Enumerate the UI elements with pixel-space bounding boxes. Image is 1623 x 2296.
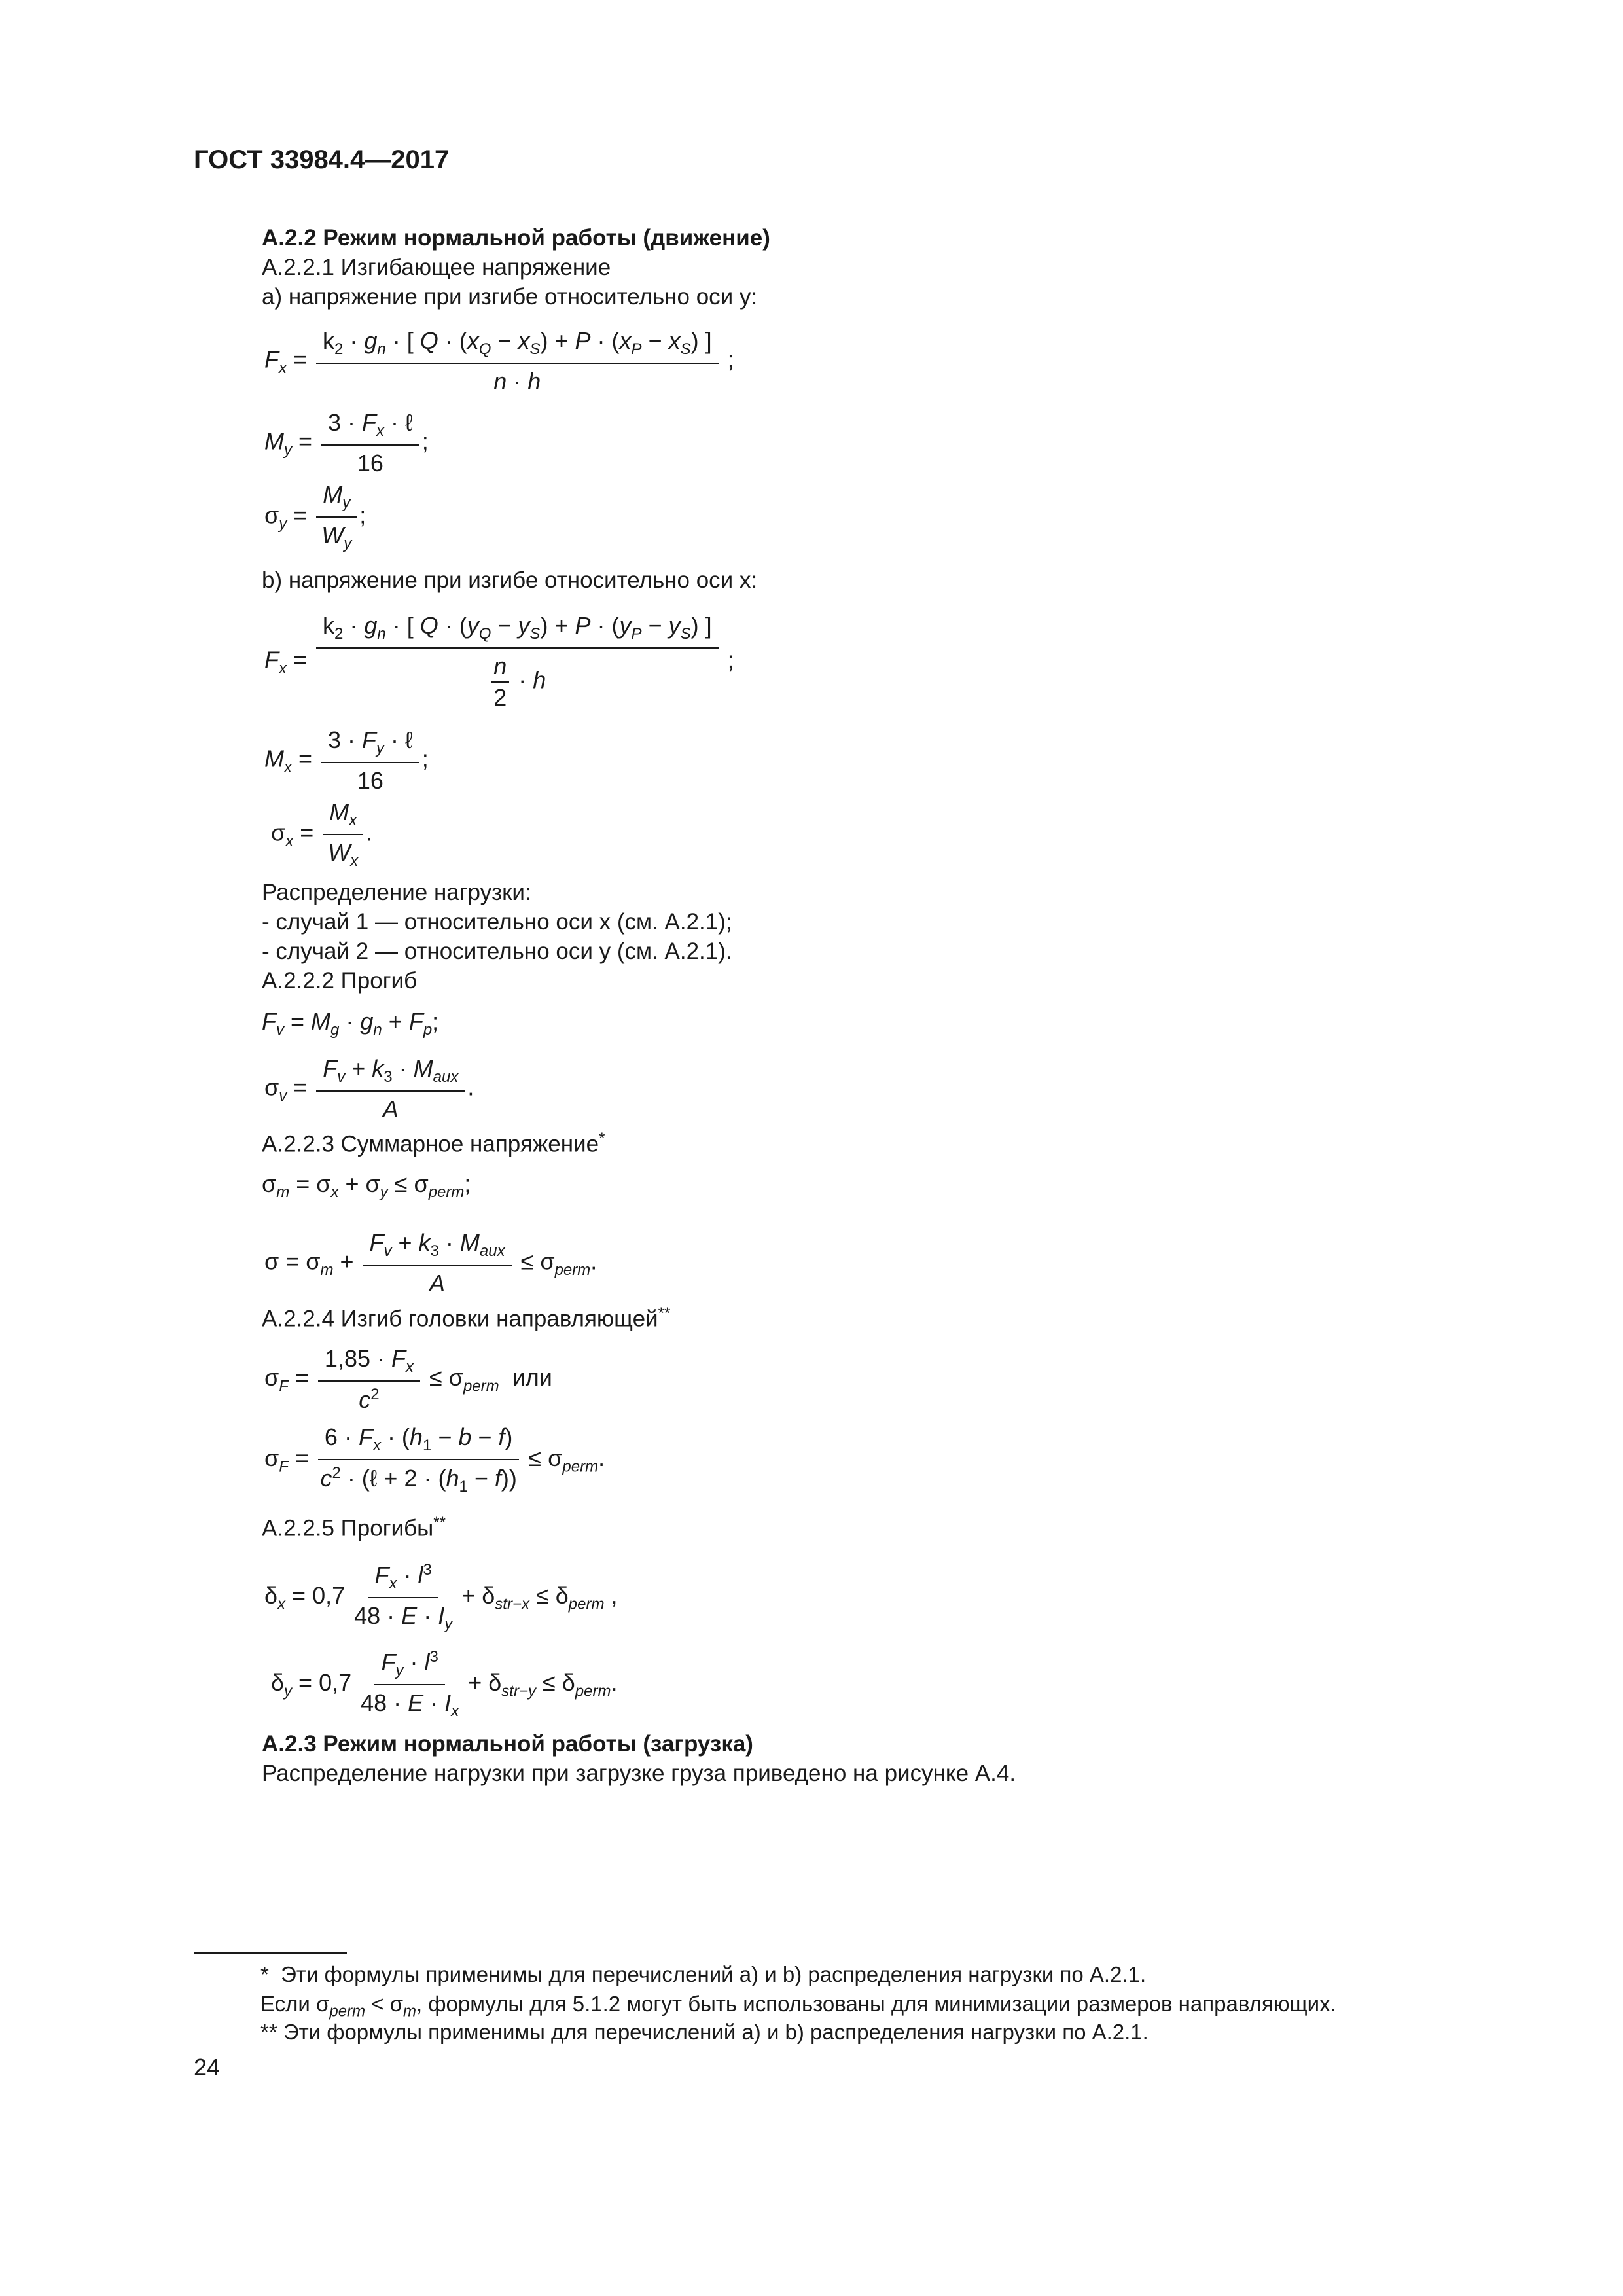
page-number: 24 <box>194 2054 221 2081</box>
formula-fx-x: $F_x$ = $k_2 \cdot g_n$ · [ $Q \cdot (y_Q - y_S) + P \cdot (y_P - y_S)$ ] $\frac{n}{2}$ · h ; <box>264 612 734 711</box>
item-b: b) напряжение при изгибе относительно оси x: <box>262 567 758 593</box>
subsection-a221: А.2.2.1 Изгибающее напряжение <box>262 255 611 280</box>
formula-my: $M_y$ = $\frac{3 \cdot F_x \cdot \ell}{16}$ ; <box>264 409 429 477</box>
subsection-a222: А.2.2.2 Прогиб <box>262 968 418 994</box>
subsection-a225: А.2.2.5 Прогибы** <box>262 1514 446 1541</box>
formula-sigma-total: $\sigma = \sigma_m$ + $\frac{F_v + k_3 \cdot M_{aux}}{A}$ ≤ $\sigma_{perm}$. <box>264 1229 597 1297</box>
case-1: - случай 1 — относительно оси x (см. А.2.1); <box>262 909 732 935</box>
footnote-divider <box>194 1952 347 1954</box>
document-header: ГОСТ 33984.4—2017 <box>194 145 450 174</box>
formula-sigma-y: $\sigma_y$ = $\frac{M_y}{W_y}$ ; <box>264 481 366 553</box>
footnote-3: ** Эти формулы применимы для перечислений a) и b) распределения нагрузки по А.2.1. <box>260 2020 1149 2044</box>
formula-mx: $M_x$ = $\frac{3 \cdot F_y \cdot \ell}{16}$ ; <box>264 726 429 795</box>
load-distribution: Распределение нагрузки: <box>262 880 531 905</box>
formula-delta-y: $\delta_y = 0,7$ $\frac{F_y \cdot l^3}{48 \cdot E \cdot I_x}$ + $\delta_{str-y} \le \delta_{perm}$. <box>271 1648 618 1721</box>
case-2: - случай 2 — относительно оси y (см. А.2.1). <box>262 939 732 964</box>
subsection-a223: А.2.2.3 Суммарное напряжение* <box>262 1130 605 1157</box>
subsection-a224: А.2.2.4 Изгиб головки направляющей** <box>262 1304 671 1332</box>
formula-fx-y: $F_x$ = $\frac{k_2 \cdot g_n \cdot [ Q \cdot (x_Q - x_S) + P \cdot (x_P - x_S) ]}{n \cdot h}$ ; <box>264 327 734 395</box>
formula-sigma-v: $\sigma_v$ = $\frac{F_v + k_3 \cdot M_{aux}}{A}$ . <box>264 1055 474 1123</box>
footnote-2: Если $\sigma_{perm} < \sigma_m$, формулы для 5.1.2 могут быть использованы для минимизации размеров направляющих. <box>260 1992 1336 2020</box>
formula-fv: $F_v = M_g \cdot g_n + F_p$; <box>262 1008 439 1039</box>
formula-sigma-f2: $\sigma_F$ = $\frac{6 \cdot F_x \cdot (h_1 - b - f)}{c^2 \cdot (\ell + 2 \cdot (h_1 - f))}$ ≤ $\sigma_{perm}$. <box>264 1424 605 1496</box>
formula-sigma-x: $\sigma_x$ = $\frac{M_x}{W_x}$ . <box>271 798 373 870</box>
section-a23-text: Распределение нагрузки при загрузке груза приведено на рисунке А.4. <box>262 1761 1016 1786</box>
formula-sigma-f1: $\sigma_F$ = $\frac{1,85 \cdot F_x}{c^2}$ ≤ $\sigma_{perm}$ или <box>264 1345 552 1414</box>
section-title-a22: А.2.2 Режим нормальной работы (движение) <box>262 225 770 251</box>
formula-delta-x: $\delta_x = 0,7$ $\frac{F_x \cdot l^3}{48 \cdot E \cdot I_y}$ + $\delta_{str-x} \le \delta_{perm}$ , <box>264 1561 618 1634</box>
item-a: a) напряжение при изгибе относительно оси y: <box>262 284 758 310</box>
section-title-a23: А.2.3 Режим нормальной работы (загрузка) <box>262 1731 753 1757</box>
footnote-1: * Эти формулы применимы для перечислений a) и b) распределения нагрузки по А.2.1. <box>260 1962 1147 1986</box>
formula-sigma-m: $\sigma_m = \sigma_x + \sigma_y \le \sigma_{perm}$; <box>262 1170 471 1202</box>
